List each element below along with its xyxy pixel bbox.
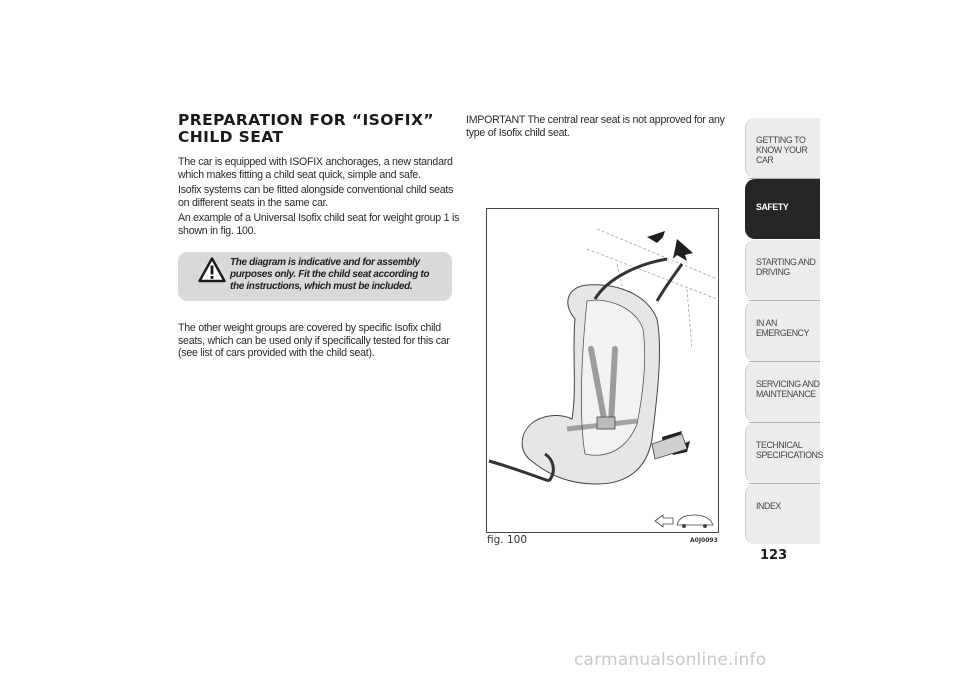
page-number: 123 [760, 548, 788, 563]
tab-label: SAFETY [756, 202, 789, 212]
arrow-top [647, 231, 693, 261]
tab-getting-to-know-your-car[interactable] [745, 118, 820, 178]
warning-text: The diagram is indicative and for assembly purposes only. Fit the child seat according to the instructions, which must be included. [230, 257, 430, 292]
car-direction-icon [655, 515, 713, 528]
tab-label: GETTING TO KNOW YOUR CAR [756, 135, 808, 165]
child-seat-illustration [487, 209, 718, 532]
figure-code: A0J0093 [690, 537, 718, 544]
warning-triangle-icon [198, 257, 226, 283]
watermark: carmanualsonline.info [574, 650, 767, 670]
paragraph-other-weight-groups: The other weight groups are covered by specific Isofix child seats, which can be used only if specifically tested for this car (see list of cars provided with the child seat). [178, 322, 450, 359]
important-note: IMPORTANT The central rear seat is not approved for any type of Isofix child seat. [466, 114, 725, 139]
tab-label: STARTING AND DRIVING [756, 257, 816, 277]
tab-starting-and-driving[interactable] [745, 240, 820, 300]
section-title [178, 112, 448, 146]
figure-caption: fig. 100 [487, 534, 527, 546]
tab-index[interactable] [745, 484, 820, 544]
paragraph-universal-example: An example of a Universal Isofix child seat for weight group 1 is shown in fig. 100. [178, 212, 460, 237]
tab-label: INDEX [756, 501, 781, 511]
tab-label: SERVICING AND MAINTENANCE [756, 379, 820, 399]
tab-divider [749, 483, 820, 484]
warning-box [178, 252, 452, 301]
tab-servicing-and-maintenance[interactable] [745, 362, 820, 422]
paragraph-isofix-intro: The car is equipped with ISOFIX anchorages, a new standard which makes fitting a child seat quick, simple and safe. [178, 156, 453, 181]
section-title-line2: CHILD SEAT [178, 128, 284, 146]
tab-divider [749, 361, 820, 362]
tab-label: IN AN EMERGENCY [756, 318, 810, 338]
paragraph-isofix-systems: Isofix systems can be fitted alongside conventional child seats on different seats in the same car. [178, 184, 454, 209]
tab-divider [749, 300, 820, 301]
tab-technical-specifications[interactable] [745, 423, 824, 483]
tab-safety[interactable] [745, 179, 820, 239]
tab-in-an-emergency[interactable] [745, 301, 820, 361]
section-title-line1: PREPARATION FOR “ISOFIX” [178, 111, 434, 129]
tab-label: TECHNICAL SPECIFICATIONS [756, 440, 824, 460]
figure-frame [486, 208, 719, 533]
tab-divider [749, 422, 820, 423]
tab-divider [749, 178, 820, 179]
